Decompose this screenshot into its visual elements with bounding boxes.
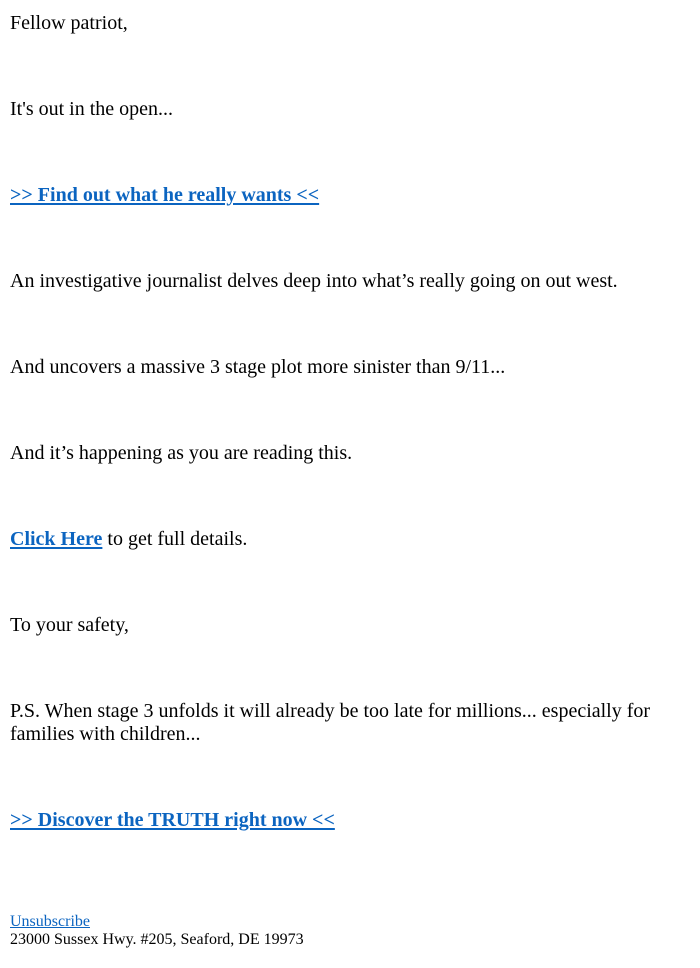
discover-paragraph <box>10 809 335 832</box>
intro-text: It's out in the open... <box>10 98 174 120</box>
ps-paragraph: P.S. When stage 3 unfolds it will already be too late for millions... especially for families with children... <box>10 700 651 745</box>
click-here-link[interactable]: Click Here <box>10 528 103 550</box>
click-here-paragraph <box>10 528 247 551</box>
find-out-paragraph <box>10 184 319 207</box>
footer <box>10 913 304 949</box>
journalist-paragraph: An investigative journalist delves deep into what’s really going on out west. <box>10 270 618 292</box>
unsubscribe-link[interactable]: Unsubscribe <box>10 913 90 930</box>
greeting: Fellow patriot, <box>10 12 128 34</box>
happening-paragraph: And it’s happening as you are reading this. <box>10 442 353 464</box>
discover-truth-link[interactable]: >> Discover the TRUTH right now << <box>10 809 335 831</box>
plot-paragraph: And uncovers a massive 3 stage plot more sinister than 9/11... <box>10 356 506 378</box>
find-out-link[interactable]: >> Find out what he really wants << <box>10 184 320 206</box>
signoff: To your safety, <box>10 614 129 636</box>
click-here-suffix: to get full details. <box>102 528 248 550</box>
mailing-address: 23000 Sussex Hwy. #205, Seaford, DE 19973 <box>10 931 304 948</box>
